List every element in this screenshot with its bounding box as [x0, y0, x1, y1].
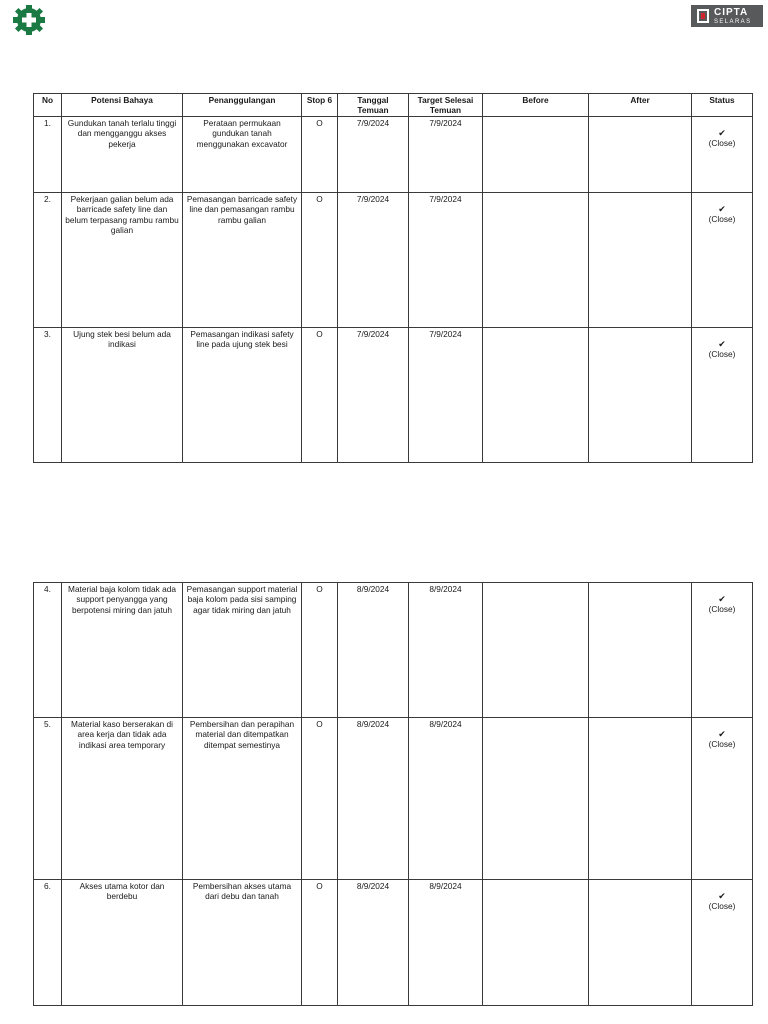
cell-potensi: Gundukan tanah terlalu tinggi dan mengganggu akses pekerja	[62, 117, 183, 193]
cell-tanggal: 8/9/2024	[338, 583, 409, 718]
cell-penanggulangan: Pembersihan akses utama dari debu dan tanah	[183, 880, 302, 1006]
company-logo-right	[691, 5, 763, 27]
cell-tanggal: 7/9/2024	[338, 193, 409, 328]
cell-target: 8/9/2024	[409, 718, 483, 880]
check-icon: ✔	[718, 729, 726, 739]
cell-stop6: O	[302, 718, 338, 880]
cell-after	[589, 193, 692, 328]
table-row	[34, 718, 753, 880]
check-icon: ✔	[718, 339, 726, 349]
cell-before	[483, 880, 589, 1006]
cell-penanggulangan: Pemasangan support material baja kolom pada sisi samping agar tidak miring dan jatuh	[183, 583, 302, 718]
status-text: (Close)	[708, 604, 736, 614]
logo-word-1: CIPTA	[714, 6, 749, 18]
check-icon: ✔	[718, 128, 726, 138]
cell-no: 1.	[34, 117, 62, 193]
cell-penanggulangan: Pemasangan barricade safety line dan pemasangan rambu rambu galian	[183, 193, 302, 328]
table-row	[34, 328, 753, 463]
cell-before	[483, 328, 589, 463]
table-row	[34, 880, 753, 1006]
cell-stop6: O	[302, 583, 338, 718]
cell-potensi: Material baja kolom tidak ada support penyangga yang berpotensi miring dan jatuh	[62, 583, 183, 718]
table-row	[34, 193, 753, 328]
company-logo-left	[7, 5, 51, 35]
cell-tanggal: 8/9/2024	[338, 880, 409, 1006]
col-header-potensi: Potensi Bahaya	[62, 94, 183, 117]
cell-stop6: O	[302, 328, 338, 463]
cell-target: 7/9/2024	[409, 328, 483, 463]
table-row	[34, 583, 753, 718]
cell-after	[589, 117, 692, 193]
cell-potensi: Pekerjaan galian belum ada barricade safety line dan belum terpasang rambu rambu galian	[62, 193, 183, 328]
check-icon: ✔	[718, 594, 726, 604]
cell-before	[483, 583, 589, 718]
cell-after	[589, 583, 692, 718]
status-text: (Close)	[708, 138, 736, 148]
cell-before	[483, 718, 589, 880]
check-icon: ✔	[718, 204, 726, 214]
cell-penanggulangan: Pembersihan dan perapihan material dan ditempatkan ditempat semestinya	[183, 718, 302, 880]
findings-table-1	[33, 93, 753, 463]
findings-table-2	[33, 582, 753, 1006]
cell-status	[692, 193, 753, 328]
cell-status	[692, 880, 753, 1006]
logo-mark-icon	[697, 9, 709, 23]
cell-before	[483, 193, 589, 328]
cell-status	[692, 718, 753, 880]
status-text: (Close)	[708, 214, 736, 224]
col-header-tanggal: Tanggal Temuan	[338, 94, 409, 117]
cell-stop6: O	[302, 880, 338, 1006]
cell-no: 2.	[34, 193, 62, 328]
status-text: (Close)	[708, 739, 736, 749]
status-text: (Close)	[708, 349, 736, 359]
col-header-after: After	[589, 94, 692, 117]
col-header-no: No	[34, 94, 62, 117]
cell-tanggal: 8/9/2024	[338, 718, 409, 880]
table-row	[34, 117, 753, 193]
cell-before	[483, 117, 589, 193]
cell-stop6: O	[302, 193, 338, 328]
cell-no: 3.	[34, 328, 62, 463]
cell-after	[589, 718, 692, 880]
col-header-penanggulangan: Penanggulangan	[183, 94, 302, 117]
cell-penanggulangan: Pemasangan indikasi safety line pada ujung stek besi	[183, 328, 302, 463]
cell-target: 7/9/2024	[409, 117, 483, 193]
status-text: (Close)	[708, 901, 736, 911]
check-icon: ✔	[718, 891, 726, 901]
cell-status	[692, 328, 753, 463]
col-header-status: Status	[692, 94, 753, 117]
cell-status	[692, 117, 753, 193]
cell-target: 7/9/2024	[409, 193, 483, 328]
cell-target: 8/9/2024	[409, 583, 483, 718]
col-header-before: Before	[483, 94, 589, 117]
cell-tanggal: 7/9/2024	[338, 117, 409, 193]
cell-potensi: Ujung stek besi belum ada indikasi	[62, 328, 183, 463]
cell-potensi: Akses utama kotor dan berdebu	[62, 880, 183, 1006]
cell-no: 5.	[34, 718, 62, 880]
cell-no: 4.	[34, 583, 62, 718]
logo-word-2: SELARAS	[714, 18, 752, 25]
cell-penanggulangan: Perataan permukaan gundukan tanah menggunakan excavator	[183, 117, 302, 193]
cell-target: 8/9/2024	[409, 880, 483, 1006]
cell-tanggal: 7/9/2024	[338, 328, 409, 463]
cell-after	[589, 880, 692, 1006]
table-header-row	[34, 94, 753, 117]
cell-potensi: Material kaso berserakan di area kerja dan tidak ada indikasi area temporary	[62, 718, 183, 880]
col-header-target: Target Selesai Temuan	[409, 94, 483, 117]
col-header-stop6: Stop 6	[302, 94, 338, 117]
cell-status	[692, 583, 753, 718]
cell-no: 6.	[34, 880, 62, 1006]
cell-stop6: O	[302, 117, 338, 193]
cell-after	[589, 328, 692, 463]
